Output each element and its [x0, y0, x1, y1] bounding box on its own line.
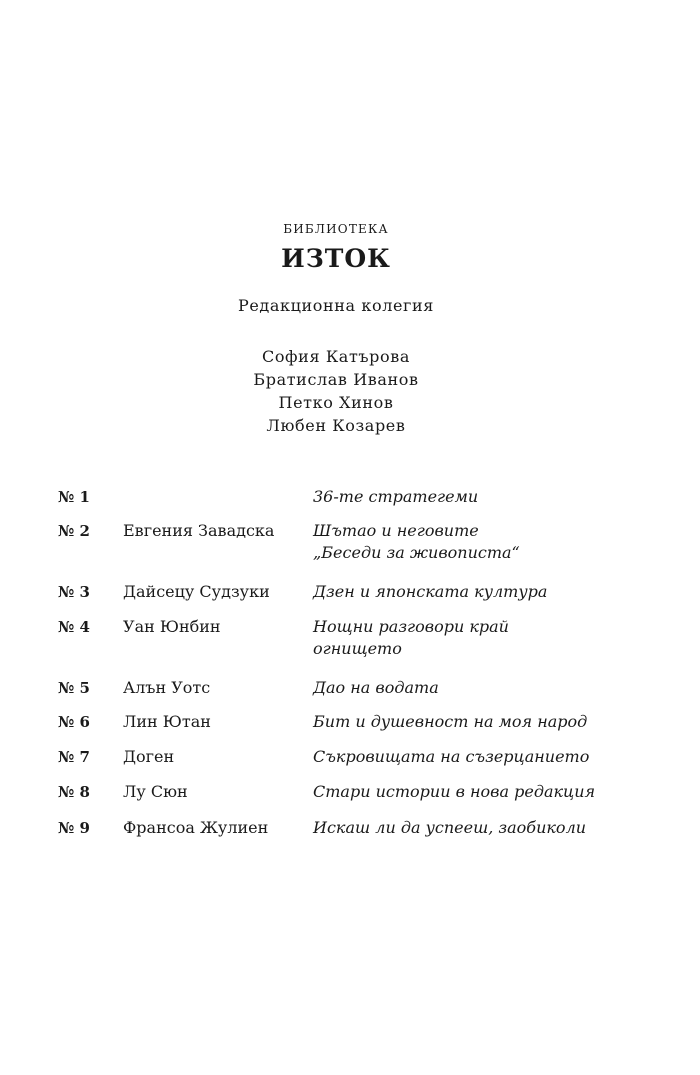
book-title	[313, 520, 673, 564]
book-title	[313, 781, 673, 803]
book-title	[313, 746, 673, 768]
book-number: № 3	[58, 583, 90, 601]
book-number: № 1	[58, 488, 90, 506]
series-title: ИЗТОК	[281, 244, 391, 273]
book-title-line: Дао на водата	[313, 678, 439, 697]
book-author: Евгения Завадска	[123, 521, 275, 540]
book-title-line: Съкровищата на съзерцанието	[313, 747, 590, 766]
editorial-board-members	[0, 345, 672, 437]
book-title-line: Шътао и неговите	[313, 521, 479, 540]
book-author: Дайсецу Судзуки	[123, 582, 270, 601]
book-number: № 5	[58, 679, 90, 697]
book-author: Доген	[123, 747, 175, 766]
book-title-line: „Беседи за живописта“	[313, 543, 520, 562]
book-title-line: Нощни разговори край	[313, 617, 509, 636]
book-number: № 9	[58, 819, 90, 837]
book-title-line: Искаш ли да успееш, заобиколи	[313, 818, 587, 837]
series-label: БИБЛИОТЕКА	[283, 222, 389, 236]
book-title	[313, 581, 673, 603]
book-title-line: Бит и душевност на моя народ	[313, 712, 588, 731]
editorial-board-heading: Редакционна колегия	[238, 296, 434, 315]
book-author: Алън Уотс	[123, 678, 211, 697]
book-number: № 2	[58, 522, 90, 540]
book-title-line: 36-те стратегеми	[313, 487, 479, 506]
book-title	[313, 486, 673, 508]
book-author: Лу Сюн	[123, 782, 188, 801]
book-author: Уан Юнбин	[123, 617, 221, 636]
book-title	[313, 616, 673, 660]
book-title	[313, 817, 673, 839]
book-number: № 7	[58, 748, 90, 766]
book-title	[313, 677, 673, 699]
book-author: Лин Ютан	[123, 712, 211, 731]
board-member: София Катърова	[261, 347, 411, 366]
book-title-line: огнището	[313, 639, 402, 658]
book-title-line: Стари истории в нова редакция	[313, 782, 596, 801]
book-author: Франсоа Жулиен	[123, 818, 269, 837]
book-number: № 8	[58, 783, 90, 801]
book-number: № 4	[58, 618, 90, 636]
book-title-line: Дзен и японската култура	[313, 582, 548, 601]
board-member: Петко Хинов	[278, 393, 394, 412]
book-number: № 6	[58, 713, 90, 731]
board-member: Любен Козарев	[266, 416, 406, 435]
board-member: Братислав Иванов	[253, 370, 419, 389]
book-title	[313, 711, 673, 733]
